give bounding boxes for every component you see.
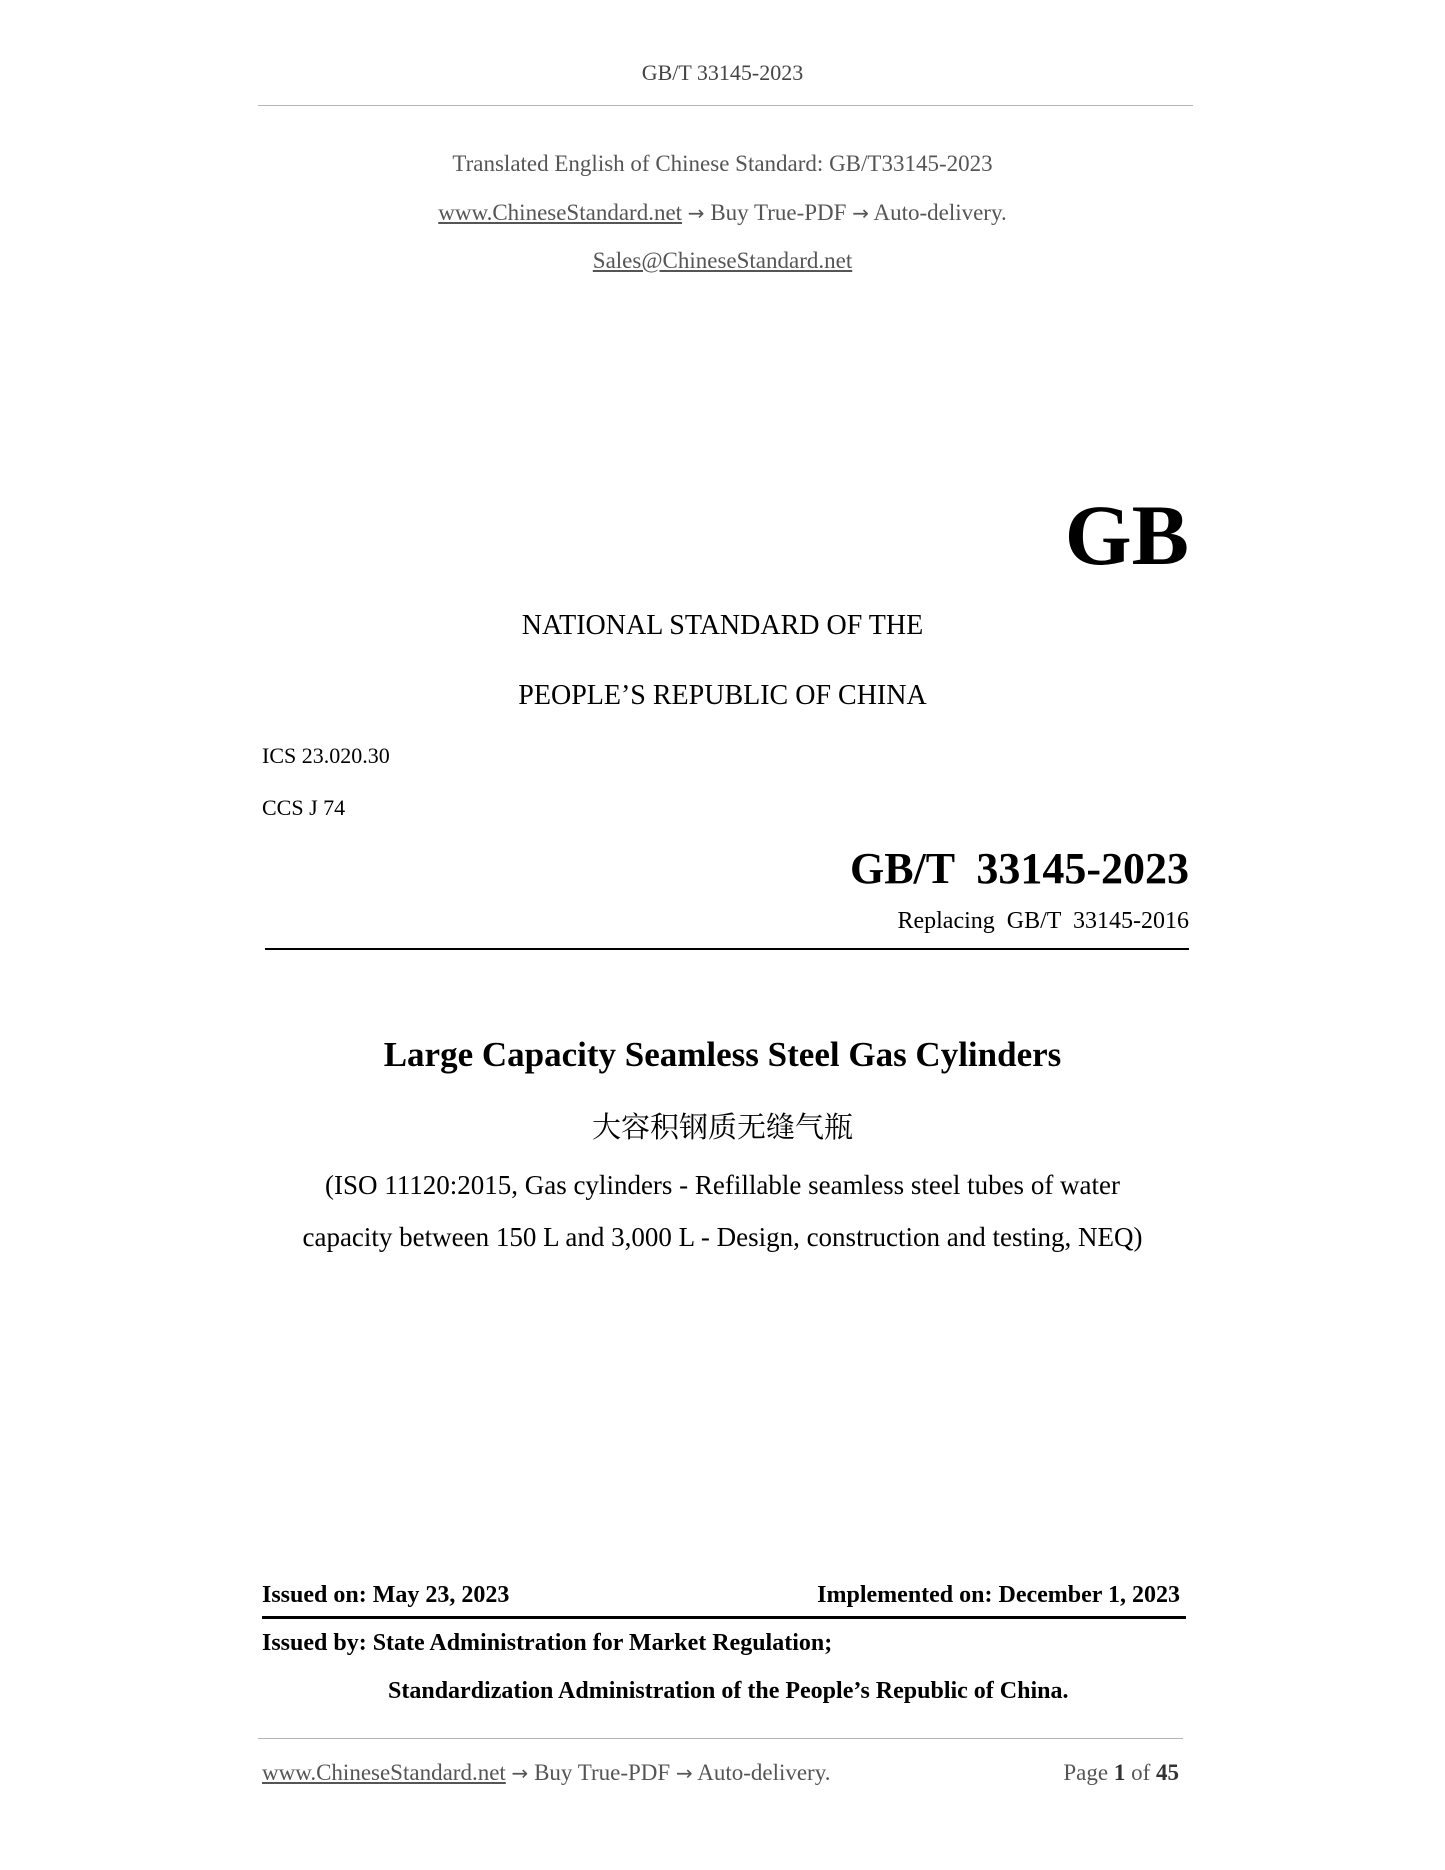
page-label: Page xyxy=(1063,1760,1109,1785)
buy-line xyxy=(0,200,1445,226)
national-standard-line1: NATIONAL STANDARD OF THE xyxy=(521,610,924,641)
issued-by-second: Standardization Administration of the People’s Republic of China. xyxy=(388,1678,1069,1704)
issued-on: Issued on: May 23, 2023 xyxy=(262,1582,510,1608)
title-english: Large Capacity Seamless Steel Gas Cylinders xyxy=(383,1035,1062,1074)
ccs-code: CCS J 74 xyxy=(262,795,346,820)
arrow-right-icon: → xyxy=(675,1761,693,1785)
replacing-note: Replacing GB/T 33145-2016 xyxy=(897,908,1189,934)
sales-email-link[interactable]: Sales@ChineseStandard.net xyxy=(592,248,853,273)
running-header: GB/T 33145-2023 xyxy=(641,60,804,85)
site-link[interactable]: www.ChineseStandard.net xyxy=(438,200,683,225)
sales-line xyxy=(0,248,1445,274)
translated-notice: Translated English of Chinese Standard: GB/T33145-2023 xyxy=(452,151,993,176)
page-number: 1 xyxy=(1113,1760,1126,1785)
iso-reference-line1: (ISO 11120:2015, Gas cylinders - Refillable seamless steel tubes of water xyxy=(324,1170,1121,1200)
of-label: of xyxy=(1131,1760,1151,1785)
issue-divider xyxy=(262,1616,1186,1619)
title-chinese: 大容积钢质无缝气瓶 xyxy=(591,1110,853,1144)
footer-site-link[interactable]: www.ChineseStandard.net xyxy=(262,1760,506,1785)
header-divider xyxy=(258,105,1193,106)
arrow-right-icon: → xyxy=(511,1761,529,1785)
title-divider xyxy=(265,948,1189,950)
arrow-right-icon: → xyxy=(852,201,869,225)
page-total: 45 xyxy=(1156,1760,1179,1785)
standard-number: GB/T 33145-2023 xyxy=(849,844,1189,893)
national-standard-line2: PEOPLE’S REPUBLIC OF CHINA xyxy=(518,680,927,711)
footer-promo xyxy=(262,1760,830,1786)
footer-delivery-text: Auto-delivery. xyxy=(697,1760,831,1785)
issued-by: Issued by: State Administration for Market Regulation; xyxy=(262,1630,833,1656)
buy-text: Buy True-PDF xyxy=(710,200,847,225)
ics-code: ICS 23.020.30 xyxy=(262,743,390,768)
footer-divider xyxy=(258,1738,1183,1739)
delivery-text: Auto-delivery. xyxy=(873,200,1007,225)
footer-buy-text: Buy True-PDF xyxy=(534,1760,671,1785)
gb-logo: GB xyxy=(1064,487,1189,583)
iso-reference-line2: capacity between 150 L and 3,000 L - Design, construction and testing, NEQ) xyxy=(302,1222,1143,1252)
implemented-on: Implemented on: December 1, 2023 xyxy=(817,1582,1180,1608)
page-indicator xyxy=(1063,1760,1179,1786)
arrow-right-icon: → xyxy=(687,201,705,225)
